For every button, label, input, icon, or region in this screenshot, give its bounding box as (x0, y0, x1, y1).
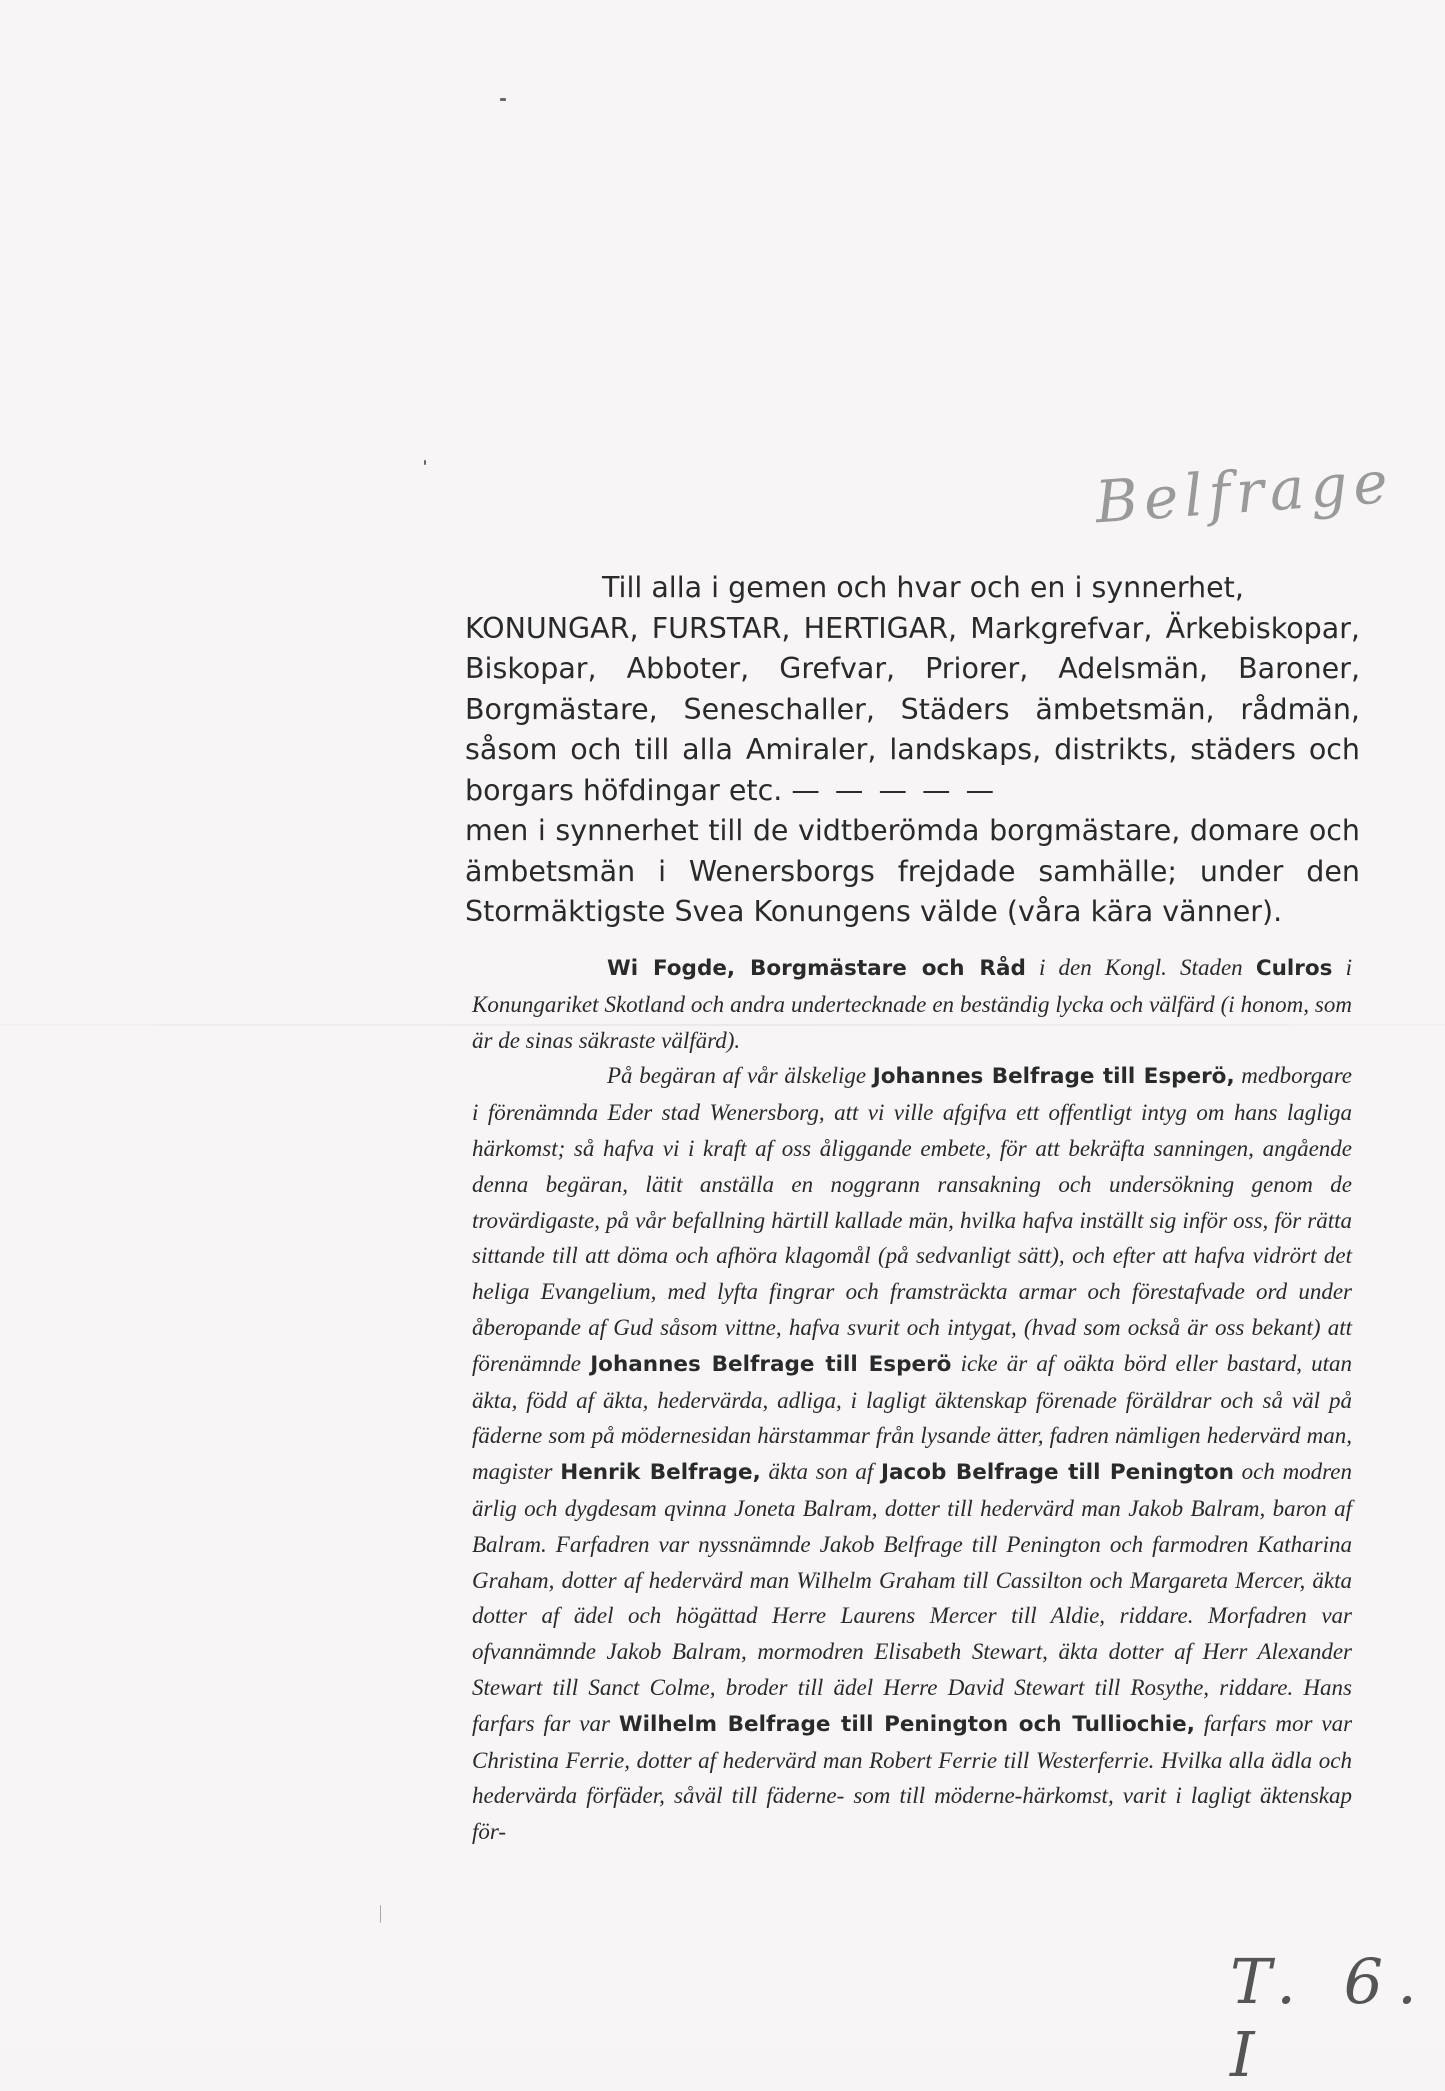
salutation-bold-2: Culros (1255, 956, 1333, 981)
person-name-4: Jacob Belfrage till Penington (881, 1460, 1234, 1486)
salutation-italic-1: i den Kongl. Staden (1039, 955, 1243, 980)
person-name-5: Wilhelm Belfrage till Penington och Tulliochie, (618, 1711, 1195, 1737)
address-header (465, 568, 1360, 933)
letter-body (472, 950, 1352, 1850)
body-text-c: icke är af oäkta börd eller bastard, utan äkta, född af äkta, hedervärda, adliga, i lagligt äktenskap förenade föräldrar och så väl på fäderne som på mödernesidan härstammar från lysande ätter, fadren nämligen hedervärd man, magister (472, 1350, 1353, 1485)
speck-mark (380, 1905, 381, 1923)
salutation-italic-2: i Konungariket Skotland och andra undertecknade en beständig lycka och välfärd (i honom, som är de sinas säkraste välfärd). (472, 955, 1352, 1053)
body-text-d: äkta son af (768, 1459, 874, 1485)
person-name-1: Johannes Belfrage till Esperö, (872, 1064, 1235, 1090)
header-first-line: Till alla i gemen och hvar och en i synnerhet, (602, 571, 1244, 604)
handwritten-name-annotation: Belfrage (1092, 447, 1396, 537)
body-paragraph (472, 1058, 1352, 1850)
body-text-a: På begäran af vår älskelige (607, 1063, 867, 1089)
salutation-paragraph (472, 950, 1352, 1058)
person-name-3: Henrik Belfrage, (560, 1460, 761, 1486)
header-text-2: men i synnerhet till de vidtberömda borgmästare, domare och ämbetsmän i Wenersborgs frejdade samhälle; under den Stormäktigste Svea Konungens välde (våra kära vänner). (465, 814, 1360, 928)
header-text (465, 609, 1360, 812)
body-text-f: farfars mor var Christina Ferrie, dotter af hedervärd man Robert Ferrie till Westerferrie. Hvilka alla ädla och hedervärda förfäder, såväl till fäderne- som till möderne-härkomst, varit i lagligt äktenskap för- (472, 1710, 1353, 1845)
speck-mark (500, 98, 506, 101)
person-name-2: Johannes Belfrage till Esperö (590, 1351, 952, 1377)
speck-mark (424, 460, 426, 465)
salutation-bold-1: Wi Fogde, Borgmästare och Råd (607, 956, 1026, 981)
header-dashes: — — — — — (791, 773, 998, 807)
header-titles: KONUNGAR, FURSTAR, HERTIGAR, Markgrefvar, Ärkebiskopar, Biskopar, Abboter, Grefvar, Priorer, Adelsmän, Baroner, Borgmästare, Seneschaller, Städers ämbetsmän, rådmän, såsom och till alla Amiraler, landskaps, distrikts, städers och borgars höfdingar etc. (465, 611, 1360, 807)
body-text-e: och modren ärlig och dygdesam qvinna Joneta Balram, dotter till hedervärd man Jakob Balram, baron af Balram. Farfadren var nyssnämnde Jakob Belfrage till Penington och farmodren Katharina Graham, dotter af hedervärd man Wilhelm Graham till Cassilton och Margareta Mercer, äkta dotter af ädel och högättad Herre Laurens Mercer till Aldie, riddare. Morfadren var ofvannämnde Jakob Balram, mormodren Elisabeth Stewart, äkta dotter af Herr Alexander Stewart till Sanct Colme, broder till ädel Herre David Stewart till Rosythe, riddare. Hans farfars far var (472, 1459, 1352, 1736)
handwritten-page-marker: T. 6. I (1230, 1945, 1431, 2091)
body-text-b: medborgare i förenämnda Eder stad Wenersborg, att vi ville afgifva ett offentligt intyg om hans lagliga härkomst; så hafva vi i kraft af oss åliggande embete, för att bekräfta sanningen, angående denna begäran, lätit anställa en noggrann ransakning och undersökning genom de trovärdigaste, på vår befallning härtill kallade män, hvilka hafva inställt sig inför oss, för rätta sittande till att döma och afhöra klagomål (på sedvanligt sätt), och efter att hafva vidrört det heliga Evangelium, med lyfta fingrar och framsträckta armar och förestafvade ord under åberopande af Gud såsom vittne, hafva svurit och intygat, (hvad som också är oss bekant) att förenämnde (472, 1063, 1353, 1376)
